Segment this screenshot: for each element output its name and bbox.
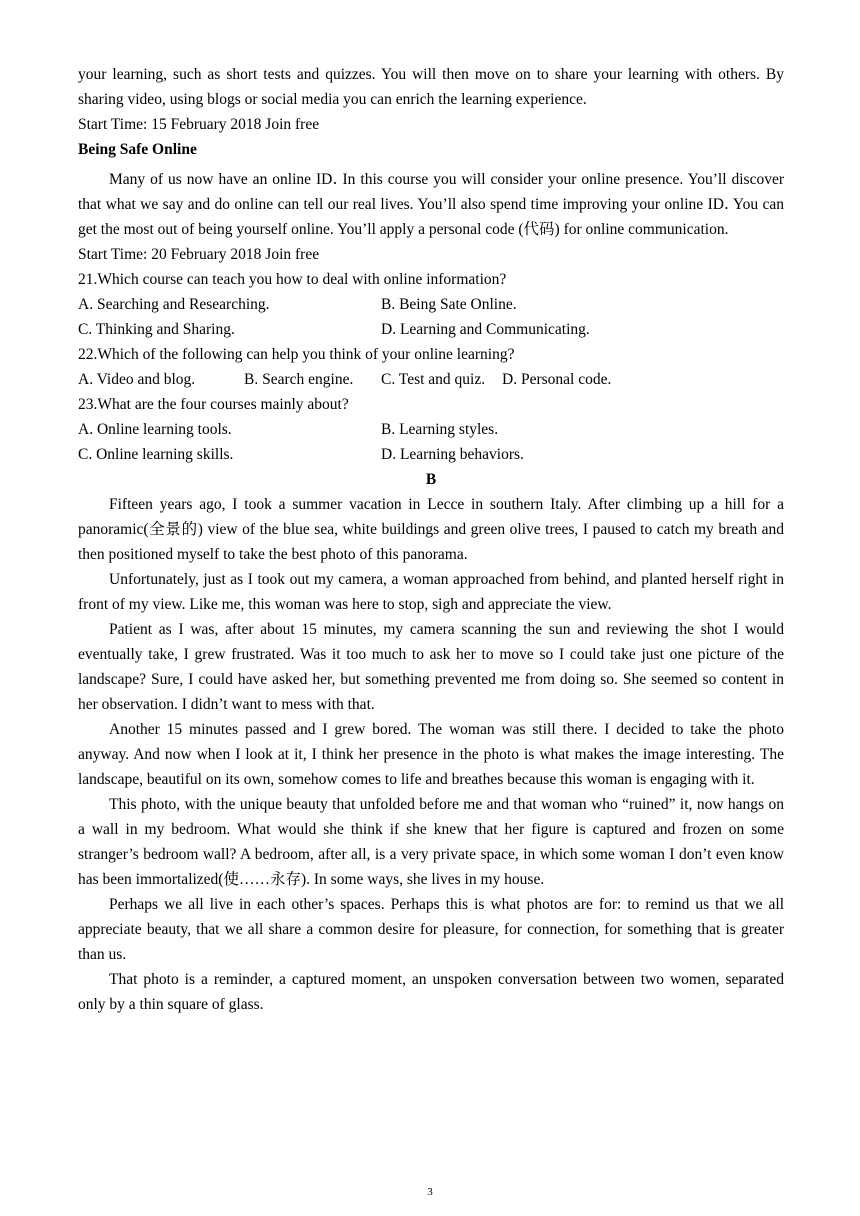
passage-paragraph: Patient as I was, after about 15 minutes, my camera scanning the sun and reviewing the shot I would eventually take, I grew frustrated. Was it too much to ask her to move so I could take just one picture of the landscape? Sure, I could have asked her, but something prevented me from doing so. She seemed so content in her observation. I didn’t want to mess with that. <box>78 621 784 713</box>
intro-continuation: your learning, such as short tests and quizzes. You will then move on to share your learning with others. By sharing video, using blogs or social media you can enrich the learning experience. <box>78 66 784 108</box>
document-page <box>78 62 784 1017</box>
course-body: Many of us now have an online ID․ In this course you will consider your online presence. You’ll discover that what we say and do online can tell our real lives. You’ll also spend time improving your online ID․ You can get the most out of being yourself online. You’ll apply a personal code (代码) for online communication. <box>78 171 784 238</box>
question-option: A. Searching and Researching. <box>78 296 270 313</box>
question-option: B. Learning styles. <box>381 421 499 438</box>
question-options-row <box>78 367 784 392</box>
passage-paragraph: Perhaps we all live in each other’s spaces. Perhaps this is what photos are for: to remind us that we all appreciate beauty, that we all share a common desire for pleasure, for connection, for something that is greater than us. <box>78 896 784 963</box>
passage-paragraph: This photo, with the unique beauty that unfolded before me and that woman who “ruined” it, now hangs on a wall in my bedroom. What would she think if she knew that her figure is captured and frozen on some stranger’s bedroom wall? A bedroom, after all, is a very private space, in which some woman I don’t even know has been immortalized(使……永存). In some ways, she lives in my house. <box>78 796 784 888</box>
question-option: A. Online learning tools. <box>78 421 232 438</box>
intro-start-time: Start Time: 15 February 2018 Join free <box>78 116 320 133</box>
passage-paragraph: Fifteen years ago, I took a summer vacation in Lecce in southern Italy. After climbing up a hill for a panoramic(全景的) view of the blue sea, white buildings and green olive trees, I paused to catch my breath and then positioned myself to take the best photo of this panorama. <box>78 496 784 563</box>
question-stem: 23.What are the four courses mainly about? <box>78 396 349 413</box>
question-options-row <box>78 292 784 317</box>
passage-paragraph: That photo is a reminder, a captured moment, an unspoken conversation between two women, separated only by a thin square of glass. <box>78 971 784 1013</box>
question-option: D. Learning and Communicating. <box>381 321 590 338</box>
section-heading: B <box>425 471 437 488</box>
question-option: C. Online learning skills. <box>78 446 234 463</box>
question-option: D. Personal code. <box>502 371 612 388</box>
question-option: C. Test and quiz. <box>381 371 486 388</box>
course-start-time: Start Time: 20 February 2018 Join free <box>78 246 320 263</box>
question-option: D. Learning behaviors. <box>381 446 524 463</box>
course-title: Being Safe Online <box>78 141 197 158</box>
page-number: 3 <box>427 1186 433 1198</box>
question-stem: 22.Which of the following can help you think of your online learning? <box>78 346 515 363</box>
question-option: A. Video and blog. <box>78 371 196 388</box>
question-options-row <box>78 417 784 442</box>
question-options-row <box>78 442 784 467</box>
question-option: B. Being Sate Online. <box>381 296 517 313</box>
passage-paragraph: Another 15 minutes passed and I grew bored. The woman was still there. I decided to take the photo anyway. And now when I look at it, I think her presence in the photo is what makes the image interesting. The landscape, beautiful on its own, somehow comes to life and breathes because this woman is engaging with it. <box>78 721 784 788</box>
question-option: C. Thinking and Sharing. <box>78 321 235 338</box>
passage-paragraph: Unfortunately, just as I took out my camera, a woman approached from behind, and planted herself right in front of my view. Like me, this woman was here to stop, sigh and appreciate the view. <box>78 571 784 613</box>
question-options-row <box>78 317 784 342</box>
question-option: B. Search engine. <box>244 371 354 388</box>
question-stem: 21.Which course can teach you how to deal with online information? <box>78 271 507 288</box>
